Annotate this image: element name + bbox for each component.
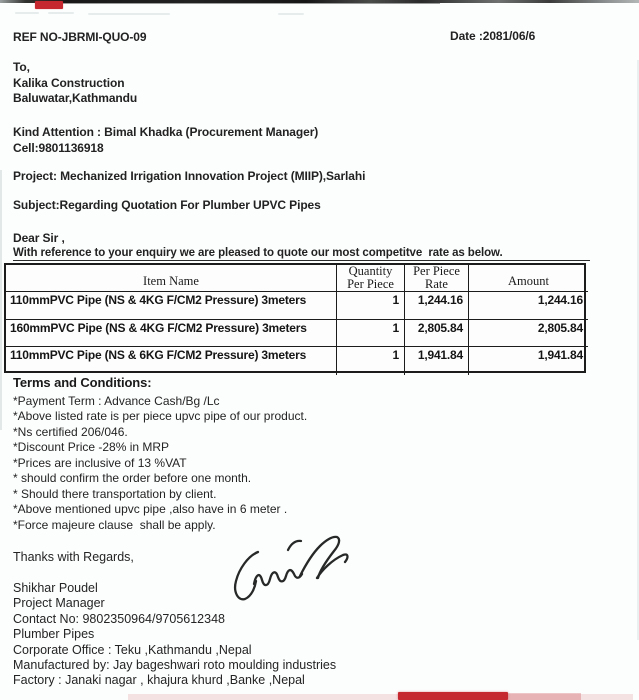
recipient-name: Kalika Construction: [13, 75, 125, 90]
reference-number: REF NO-JBRMI-QUO-09: [13, 30, 147, 44]
terms-item: *Discount Price -28% in MRP: [13, 440, 170, 454]
table-row-quantity: 1: [337, 292, 405, 320]
subject-line: Subject:Regarding Quotation For Plumber UPVC Pipes: [13, 198, 321, 212]
scan-left-edge-artifact: [0, 170, 2, 430]
attention-block: [13, 124, 318, 156]
terms-item: *Prices are inclusive of 13 %VAT: [13, 455, 187, 470]
table-row-item-name: 110mmPVC Pipe (NS & 4KG F/CM2 Pressure) 3meters: [6, 292, 337, 320]
col-header-per-piece-rate: Per Piece Rate: [405, 265, 469, 292]
signer-block: [13, 581, 336, 689]
date-line: Date :2081/06/6: [450, 29, 536, 43]
red-stamp-mark-bottom: [398, 692, 508, 700]
company-name: Plumber Pipes: [13, 627, 95, 642]
terms-item: *Payment Term : Advance Cash/Bg /Lc: [13, 393, 220, 408]
col-header-quantity-per-piece: Quantity Per Piece: [337, 265, 405, 292]
scan-streak: [15, 12, 39, 14]
cell-line: Cell:9801136918: [13, 141, 104, 155]
table-row-item-name: 160mmPVC Pipe (NS & 4KG F/CM2 Pressure) 3meters: [6, 320, 337, 347]
recipient-block: [13, 60, 137, 107]
recipient-salutation: To,: [13, 60, 30, 74]
table-row-rate: 1,244.16: [405, 292, 469, 320]
terms-item: *Above mentioned upvc pipe ,also have in 6 meter .: [13, 502, 288, 516]
quotation-table: [4, 263, 586, 373]
signer-contact: Contact No: 9802350964/9705612348: [13, 611, 225, 626]
table-row-quantity: 1: [337, 320, 405, 347]
scan-streak: [48, 12, 74, 14]
manufactured-by-line: Manufactured by: Jay bageshwari roto moulding industries: [13, 658, 337, 673]
attention-line: Kind Attention : Bimal Khadka (Procurement Manager): [13, 125, 319, 139]
table-row-amount: 2,805.84: [469, 320, 588, 347]
project-line: Project: Mechanized Irrigation Innovation Project (MIIP),Sarlahi: [13, 169, 366, 183]
terms-and-conditions: [13, 375, 307, 533]
table-row-quantity: 1: [337, 347, 405, 375]
terms-item: *Above listed rate is per piece upvc pipe of our product.: [13, 409, 308, 423]
factory-line: Factory : Janaki nagar , khajura khurd ,Banke ,Nepal: [13, 673, 305, 688]
intro-underline: [13, 260, 590, 261]
table-row-amount: 1,941.84: [537, 348, 583, 362]
terms-item: *Ns certified 206/046.: [13, 424, 128, 439]
recipient-address: Baluwatar,Kathmandu: [13, 91, 138, 105]
terms-item: * Should there transportation by client.: [13, 486, 217, 501]
scan-top-edge-artifact: [60, 3, 440, 4]
corporate-office-line: Corporate Office : Teku ,Kathmandu ,Nepal: [13, 642, 252, 657]
intro-line: With reference to your enquiry we are pleased to quote our most competitve rate as below.: [13, 247, 503, 259]
scan-bottom-smudge: [506, 693, 581, 700]
scan-streak: [278, 13, 304, 15]
table-row-rate: 1,941.84: [405, 347, 469, 375]
scan-streak: [88, 13, 170, 15]
terms-item: *Force majeure clause shall be apply.: [13, 517, 216, 532]
red-stamp-mark-top: [35, 1, 63, 9]
table-row-rate: 2,805.84: [405, 320, 469, 347]
terms-item: * should confirm the order before one month.: [13, 471, 252, 485]
signer-title: Project Manager: [13, 596, 105, 611]
col-header-item-name: Item Name: [6, 265, 337, 292]
col-header-amount: Amount: [469, 265, 588, 292]
closing-line: Thanks with Regards,: [13, 550, 134, 564]
greeting-line: Dear Sir ,: [13, 231, 65, 245]
table-row-item-name: 110mmPVC Pipe (NS & 6KG F/CM2 Pressure) 3meters: [6, 347, 337, 375]
signer-name: Shikhar Poudel: [13, 581, 98, 595]
table-row-amount: 1,244.16: [469, 292, 588, 320]
terms-heading: Terms and Conditions:: [13, 375, 152, 390]
